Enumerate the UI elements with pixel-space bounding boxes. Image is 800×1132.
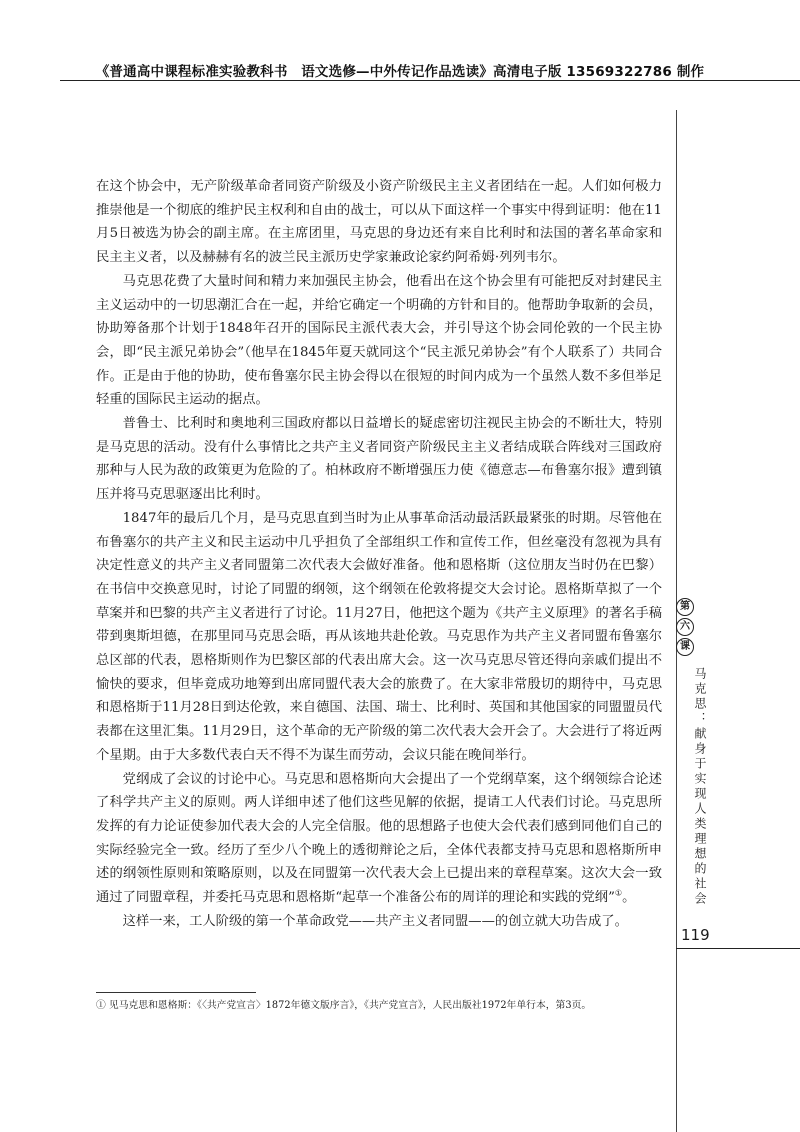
chapter-char: 课 [676,638,694,656]
paragraph: 马克思花费了大量时间和精力来加强民主协会，他看出在这个协会里有可能把反对封建民主主义运动中的一切思潮汇合在一起，并给它确定一个明确的方针和目的。他帮助争取新的会员，协助筹备那个计划于1848年召开的国际民主派代表大会，并引导这个协会同伦敦的一个民主协会，即“民主派兄弟协会”（他早在1845年夏天就同这个“民主派兄弟协会”有个人联系了）共同合作。正是由于他的协助，使布鲁塞尔民主协会得以在很短的时间内成为一个虽然人数不多但举足轻重的国际民主运动的据点。 [96,273,662,408]
paragraph: 在这个协会中，无产阶级革命者同资产阶级及小资产阶级民主主义者团结在一起。人们如何极力推崇他是一个彻底的维护民主权利和自由的战士，可以从下面这样一个事实中得到证明：他在11月5日被选为协会的副主席。在主席团里，马克思的身边还有来自比利时和法国的著名革命家和民主主义者，以及赫赫有名的波兰民主派历史学家兼政论家约阿希姆·列列韦尔。 [96,179,662,266]
lesson-title-vertical: 马克思：献身于实现人类理想的社会 [693,667,707,907]
page-number: 119 [681,926,710,944]
paragraph: 这样一来，工人阶级的第一个革命政党——共产主义者同盟——的创立就大功告成了。 [122,913,628,929]
footnote: ① 见马克思和恩格斯：《〈共产党宣言〉1872年德文版序言》，《共产党宣言》，人民出版社1972年单行本，第3页。 [96,1000,592,1011]
page-number-rule [676,948,800,949]
footnote-rule [96,992,256,993]
paragraph: 普鲁士、比利时和奥地利三国政府都以日益增长的疑虑密切注视民主协会的不断壮大，特别是马克思的活动。没有什么事情比之共产主义者同资产阶级民主主义者结成联合阵线对三国政府那种与人民为敌的政策更为危险的了。柏林政府不断增强压力使《德意志—布鲁塞尔报》遭到镇压并将马克思驱逐出比利时。 [96,416,662,503]
chapter-char: 六 [676,618,694,636]
body-text [96,175,662,934]
running-header: 《普通高中课程标准实验教科书 语文选修—中外传记作品选读》高清电子版 13569322786 制作 [95,64,705,80]
chapter-badge [676,598,694,658]
chapter-char: 第 [676,598,694,616]
footnote-reference[interactable]: ① [614,888,623,898]
paragraph: 1847年的最后几个月，是马克思直到当时为止从事革命活动最活跃最紧张的时期。尽管他在布鲁塞尔的共产主义和民主运动中几乎担负了全部组织工作和宣传工作，但丝毫没有忽视为具有决定性意义的共产主义者同盟第二次代表大会做好准备。他和恩格斯（这位朋友当时仍在巴黎）在书信中交换意见时，讨论了同盟的纲领，这个纲领在伦敦将提交大会讨论。恩格斯草拟了一个草案并和巴黎的共产主义者进行了讨论。11月27日，他把这个题为《共产主义原理》的著名手稿带到奥斯坦德，在那里同马克思会晤，再从该地共赴伦敦。马克思作为共产主义者同盟布鲁塞尔总区部的代表，恩格斯则作为巴黎区部的代表出席大会。这一次马克思尽管还得向亲戚们提出不愉快的要求，但毕竟成功地筹到出席同盟代表大会的旅费了。在大家非常殷切的期待中，马克思和恩格斯于11月28日到达伦敦，来自德国、法国、瑞士、比利时、英国和其他国家的同盟盟员代表都在这里汇集。11月29日，这个革命的无产阶级的第二次代表大会开会了。大会进行了将近两个星期。由于大多数代表白天不得不为谋生而劳动，会议只能在晚间举行。 [96,510,662,763]
paragraph: 党纲成了会议的讨论中心。马克思和恩格斯向大会提出了一个党纲草案，这个纲领综合论述了科学共产主义的原则。两人详细申述了他们这些见解的依据，提请工人代表们讨论。马克思所发挥的有力论证使参加代表大会的人完全信服。他的思想路子也使大会代表们感到同他们自己的实际经验完全一致。经历了至少八个晚上的透彻辩论之后，全体代表都支持马克思和恩格斯所申述的纲领性原则和策略原则，以及在同盟第一次代表大会上已提出来的章程草案。这次大会一致通过了同盟章程，并委托马克思和恩格斯“起草一个准备公布的周详的理论和实践的党纲”①。 [96,771,662,906]
header-rule [60,80,800,81]
paragraph-text: 党纲成了会议的讨论中心。马克思和恩格斯向大会提出了一个党纲草案，这个纲领综合论述了科学共产主义的原则。两人详细申述了他们这些见解的依据，提请工人代表们讨论。马克思所发挥的有力论证使参加代表大会的人完全信服。他的思想路子也使大会代表们感到同他们自己的实际经验完全一致。经历了至少八个晚上的透彻辩论之后，全体代表都支持马克思和恩格斯所申述的纲领性原则和策略原则，以及在同盟第一次代表大会上已提出来的章程草案。这次大会一致通过了同盟章程，并委托马克思和恩格斯“起草一个准备公布的周详的理论和实践的党纲” [96,771,662,906]
